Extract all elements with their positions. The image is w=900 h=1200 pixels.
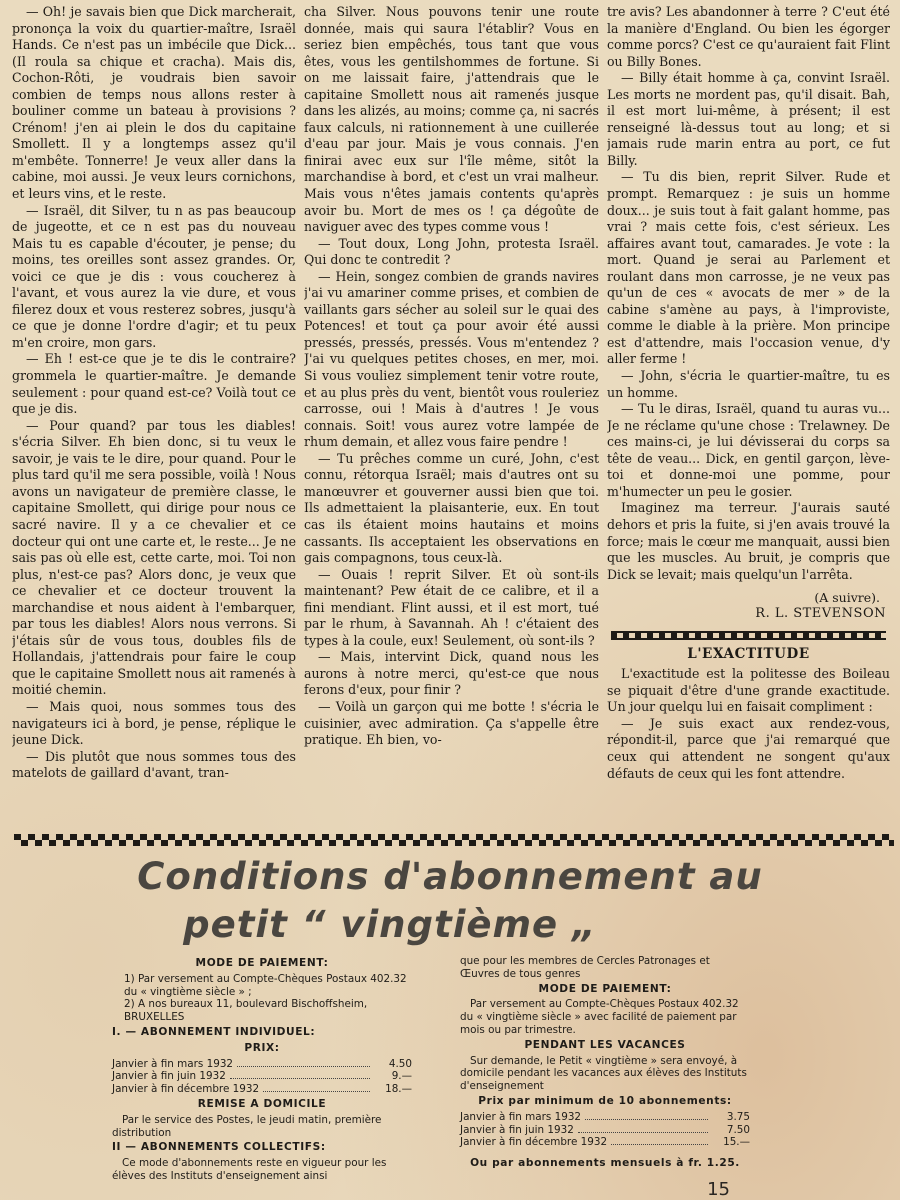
- payment-option: 2) A nos bureaux 11, boulevard Bischoffsheim, BRUXELLES: [124, 998, 368, 1024]
- price-row: [112, 1070, 412, 1083]
- article-column-2: [304, 4, 599, 832]
- paragraph: — Eh ! est-ce que je te dis le contraire? grommela le quartier-maître. Je demande seulement : pour quand est-ce? Voilà tout ce que je dis.: [12, 351, 296, 417]
- price-label: Janvier à fin mars 1932: [460, 1110, 582, 1123]
- payment-mode-text: Par versement au Compte-Chèques Postaux 402.32 du « vingtième siècle » avec facilité de paiement par mois ou par trimestre.: [460, 998, 739, 1036]
- price-row: [460, 1136, 750, 1149]
- banner-line-2: petit “ vingtième „: [183, 903, 597, 946]
- price-label: Janvier à fin juin 1932: [112, 1070, 226, 1083]
- home-delivery-text: Par le service des Postes, le jeudi matin, première distribution: [112, 1113, 382, 1139]
- page-number: 15: [707, 1179, 730, 1200]
- price-row: [460, 1124, 750, 1137]
- price-row: [112, 1083, 412, 1096]
- collective-continuation: que pour les membres de Cercles Patronages et Œuvres de tous genres: [460, 955, 710, 980]
- paragraph: — Tout doux, Long John, protesta Israël. Qui donc te contredit ?: [304, 235, 599, 268]
- paragraph: — Hein, songez combien de grands navires j'ai vu amariner comme prises, et combien de vaillants gars sécher au soleil sur le quai des Potences! et tout ça pour avoir été aussi pressés, pressés, pressés. Vous m'entendez ? J'ai vu quelques petites choses, en mer, moi. Si vous vouliez simplement tenir votre route, et au plus près du vent, bientôt vous rouleriez carrosse, oui ! Mais à d'autres ! Je vous connais. Soit! vous aurez votre lampée de rhum demain, et allez vous faire pendre !: [304, 268, 599, 450]
- price-row: [112, 1058, 412, 1071]
- author-signature: R. L. STEVENSON: [755, 606, 886, 622]
- monthly-subscriptions: Ou par abonnements mensuels à fr. 1.25.: [470, 1157, 740, 1170]
- paragraph: — Pour quand? par tous les diables! s'écria Silver. Eh bien donc, si tu veux le savoir, je vais te le dire, pour quand. Pour le plus tard qu'il me sera possible, voilà ! Nous avons un navigateur de première classe, le capitaine Smollett, qui dirige pour nous ce sacré navire. Il y a ce chevalier et ce docteur qui ont une carte et, le reste... Je ne sais pas où elle est, cette carte, moi. Toi non plus, n'est-ce pas? Alors donc, je veux que ce chevalier et ce docteur trouvent la marchandise et nous aident à l'embarquer, par tous les diables! Alors nous verrons. Si j'étais sûr de vous tous, doubles fils de Hollandais, j'attendrais pour faire le coup que le capitaine Smollett nous ait ramenés à moitié chemin.: [12, 417, 296, 698]
- paragraph: — Dis plutôt que nous sommes tous des matelots de gaillard d'avant, tran-: [12, 748, 296, 781]
- payment-option: 1) Par versement au Compte-Chèques Postaux 402.32 du « vingtième siècle » ;: [124, 972, 407, 998]
- price-amount: 9.—: [391, 1070, 412, 1083]
- paragraph: cha Silver. Nous pouvons tenir une route donnée, mais qui saura l'établir? Vous en seriez bien empêchés, tous tant que vous êtes, vous les gentilshommes de fortune. Si on me laissait faire, j'attendrais que le capitaine Smollett nous ait ramenés jusque dans les alizés, au moins; comme ça, ni sacrés faux calculs, ni rationnement à une cuillerée d'eau par jour. Mais je vous connais. J'en finirai avec eux sur l'île même, sitôt la marchandise à bord, et c'est un vrai malheur. Mais vous n'êtes jamais contents qu'après avoir bu. Mort de mes os ! ça dégoûte de naviguer avec des types comme vous !: [304, 4, 599, 235]
- checkered-divider: [14, 834, 894, 846]
- paragraph: — Mais, intervint Dick, quand nous les aurons à notre merci, qu'est-ce que nous ferons d'eux, pour finir ?: [304, 649, 599, 698]
- paragraph: — Je suis exact aux rendez-vous, répondit-il, parce que j'ai remarqué que ceux qui attendent ne songent qu'aux défauts de ceux qui les font attendre.: [607, 715, 890, 781]
- paragraph: — Tu prêches comme un curé, John, c'est connu, rétorqua Israël; mais d'autres ont su manœuvrer et gouverner aussi bien que toi. Ils admettaient la plaisanterie, eux. En tout cas ils étaient moins hautains et moins cassants. Ils acceptaient les observations en gais compagnons, tous ceux-là.: [304, 450, 599, 566]
- paragraph: — Voilà un garçon qui me botte ! s'écria le cuisinier, avec admiration. Ça s'appelle être pratique. Eh bien, vo-: [304, 698, 599, 748]
- payment-mode-title: MODE DE PAIEMENT:: [538, 982, 672, 995]
- paragraph: — Ouais ! reprit Silver. Et où sont-ils maintenant? Pew était de ce calibre, et il a fini mendiant. Flint aussi, et il est mort, tué par le rhum, à Savannah. Ah ! c'étaient des types à la coule, eux! Seulement, où sont-ils ?: [304, 566, 599, 648]
- price-row: [460, 1111, 750, 1124]
- price-label: Janvier à fin décembre 1932: [112, 1083, 260, 1096]
- to-be-continued: (A suivre).: [814, 590, 880, 606]
- paragraph: — Israël, dit Silver, tu n as pas beaucoup de jugeotte, et ce n est pas du nouveau Mais tu es capable d'écouter, je pense; du moins, tes oreilles sont assez grandes. Or, voici ce que je dis : vous coucherez à l'avant, et vous aurez la vie dure, et vous filerez doux et vous resterez sobres, jusqu'à ce que je donne l'ordre d'agir; et tu peux m'en croire, mon gars.: [12, 202, 296, 350]
- price-amount: 4.50: [388, 1057, 412, 1070]
- holidays-text: Sur demande, le Petit « vingtième » sera envoyé, à domicile pendant les vacances aux élèves des Instituts d'enseignement: [460, 1054, 747, 1093]
- paragraph: — Oh! je savais bien que Dick marcherait, prononça la voix du quartier-maître, Israël Hands. Ce n'est pas un imbécile que Dick... (Il roula sa chique et cracha). Mais dis, Cochon-Rôti, je voudrais bien savoir combien de temps nous allons rester à bouliner comme un bateau à provisions ? Crénom! j'en ai plein le dos du capitaine Smollett. Il y a longtemps assez qu'il m'embête. Tonnerre! Je veux aller dans la cabine, moi aussi. Je veux leurs cornichons, et leurs vins, et le reste.: [12, 4, 296, 202]
- paragraph: tre avis? Les abandonner à terre ? C'eut été la manière d'England. Ou bien les égorger comme porcs? C'est ce qu'auraient fait Flint ou Billy Bones.: [607, 4, 890, 69]
- price-title: PRIX:: [244, 1041, 280, 1054]
- price-label: Janvier à fin décembre 1932: [460, 1136, 608, 1149]
- price-amount: 3.75: [726, 1110, 750, 1123]
- price-amount: 15.—: [723, 1136, 750, 1149]
- price-label: Janvier à fin juin 1932: [460, 1123, 574, 1136]
- paragraph: L'exactitude est la politesse des Boileau se piquait d'être d'une grande exactitude. Un jour quelqu lui en faisait compliment :: [607, 666, 890, 715]
- subscription-left-column: [112, 955, 412, 1195]
- exactitude-title: L'EXACTITUDE: [687, 645, 810, 662]
- paragraph: — John, s'écria le quartier-maître, tu es un homme.: [607, 368, 890, 400]
- banner-line-1: Conditions d'abonnement au: [137, 855, 763, 898]
- subscription-right-column: [460, 955, 750, 1195]
- holidays-title: PENDANT LES VACANCES: [524, 1038, 686, 1051]
- article-column-1: [12, 4, 296, 832]
- paragraph: — Billy était homme à ça, convint Israël. Les morts ne mordent pas, qu'il disait. Bah, il est mort lui-même, à présent; il est renseigné là-dessus tout au long; et si jamais rude marin entra au port, ce fut Billy.: [607, 70, 890, 168]
- price-amount: 18.—: [385, 1083, 412, 1096]
- paragraph: — Tu dis bien, reprit Silver. Rude et prompt. Remarquez : je suis un homme doux... je suis tout à fait galant homme, pas vrai ? mais cette fois, c'est sérieux. Les affaires avant tout, camarades. Je vote : la mort. Quand je serai au Parlement et roulant dans mon carrosse, je ne veux pas qu'un de ces « avocats de mer » de la cabine s'amène au pays, à l'improviste, comme le diable à la prière. Mon principe est d'attendre, mais l'occasion venue, d'y aller ferme !: [607, 169, 890, 367]
- collective-title: II — ABONNEMENTS COLLECTIFS:: [112, 1141, 326, 1154]
- price-amount: 7.50: [726, 1123, 750, 1136]
- subscription-conditions: [112, 955, 892, 1195]
- paragraph: — Tu le diras, Israël, quand tu auras vu... Je ne réclame qu'une chose : Trelawney. De ces mains-ci, je lui dévisserai du corps sa tête de veau... Dick, en gentil garçon, lève-toi et donne-moi une pomme, pour m'humecter un peu le gosier.: [607, 401, 890, 499]
- payment-mode-title: MODE DE PAIEMENT:: [195, 957, 329, 969]
- section-divider: [611, 631, 886, 640]
- paragraph: Imaginez ma terreur. J'aurais sauté dehors et pris la fuite, si j'en avais trouvé la force; mais le cœur me manquait, aussi bien que les muscles. Au bruit, je compris que Dick se levait; mais quelqu'un l'arrêta.: [607, 500, 890, 582]
- home-delivery-title: REMISE A DOMICILE: [197, 1097, 327, 1110]
- article-columns: [12, 4, 890, 832]
- article-column-3: [607, 4, 890, 832]
- minimum-title: Prix par minimum de 10 abonnements:: [478, 1094, 732, 1107]
- individual-title: I. — ABONNEMENT INDIVIDUEL:: [112, 1025, 316, 1038]
- collective-text: Ce mode d'abonnements reste en vigueur pour les élèves des Instituts d'enseignement ainsi: [112, 1157, 387, 1182]
- paragraph: — Mais quoi, nous sommes tous des navigateurs ici à bord, je pense, réplique le jeune Dick.: [12, 698, 296, 748]
- subscription-banner: [40, 850, 860, 950]
- price-label: Janvier à fin mars 1932: [112, 1057, 234, 1070]
